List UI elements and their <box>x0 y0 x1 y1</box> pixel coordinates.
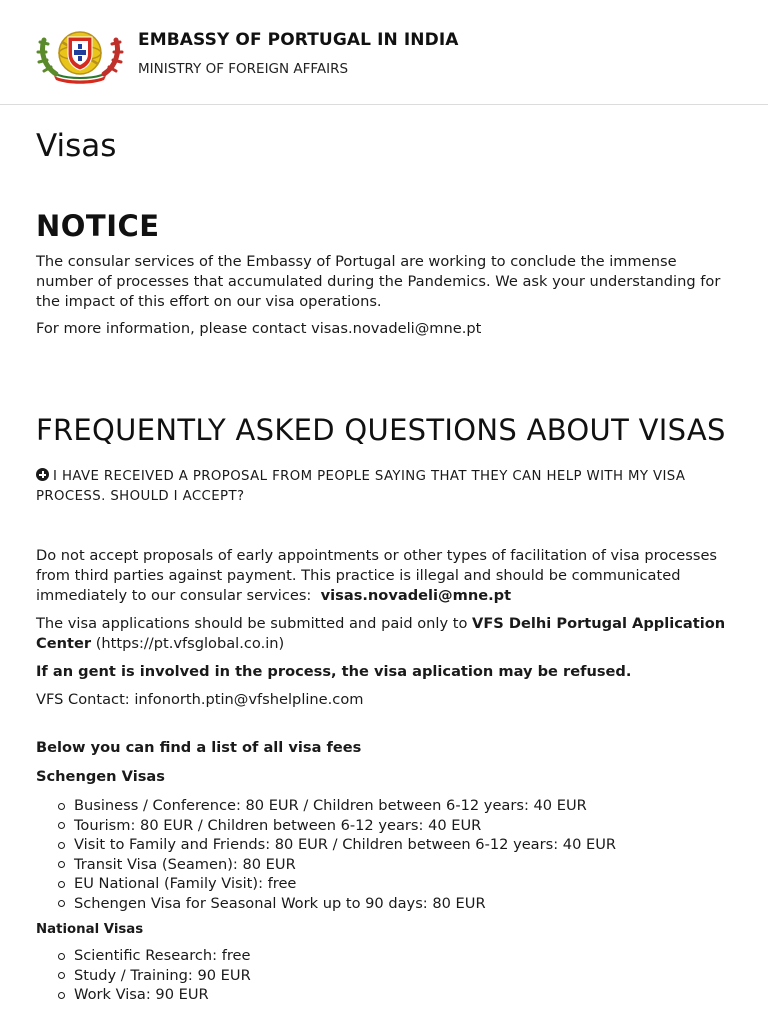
vfs-paragraph <box>36 614 736 654</box>
agent-warning-text: If an gent is involved in the process, the visa aplication may be refused. <box>36 663 632 680</box>
faq-title: FREQUENTLY ASKED QUESTIONS ABOUT VISAS <box>36 413 726 447</box>
list-item: EU National (Family Visit): free <box>74 874 734 894</box>
vfs-contact: VFS Contact: infonorth.ptin@vfshelpline.com <box>36 691 364 708</box>
faq-answer-text: Do not accept proposals of early appointments or other types of facilitation of visa processes from third parties against payment. This practice is illegal and should be communicated immediately to our consular services: <box>36 547 718 604</box>
national-fee-list <box>74 946 734 1005</box>
list-item: Schengen Visa for Seasonal Work up to 90 days: 80 EUR <box>74 894 734 914</box>
notice-contact: For more information, please contact visas.novadeli@mne.pt <box>36 320 482 337</box>
list-item: Tourism: 80 EUR / Children between 6-12 years: 40 EUR <box>74 816 734 836</box>
site-header <box>0 0 768 105</box>
portugal-coat-of-arms-icon[interactable] <box>34 22 126 84</box>
embassy-name[interactable]: EMBASSY OF PORTUGAL IN INDIA <box>138 30 459 50</box>
faq-question-text[interactable]: I HAVE RECEIVED A PROPOSAL FROM PEOPLE SAYING THAT THEY CAN HELP WITH MY VISA PROCESS. SHOULD I ACCEPT? <box>36 469 686 504</box>
notice-body: The consular services of the Embassy of Portugal are working to conclude the immense number of processes that accumulated during the Pandemics. We ask your understanding for the impact of this effort on our visa operations. <box>36 253 721 310</box>
agent-warning <box>36 662 736 682</box>
list-item: Visit to Family and Friends: 80 EUR / Children between 6-12 years: 40 EUR <box>74 835 734 855</box>
ministry-name: MINISTRY OF FOREIGN AFFAIRS <box>138 61 349 77</box>
notice-title: NOTICE <box>36 209 160 243</box>
list-item: Scientific Research: free <box>74 946 734 966</box>
fees-intro: Below you can find a list of all visa fees <box>36 739 362 756</box>
page-title: Visas <box>36 128 117 164</box>
schengen-visas-heading: Schengen Visas <box>36 768 165 785</box>
list-item: Transit Visa (Seamen): 80 EUR <box>74 855 734 875</box>
list-item: Business / Conference: 80 EUR / Children between 6-12 years: 40 EUR <box>74 796 734 816</box>
vfs-center-name: VFS Delhi Portugal Application Center <box>36 615 726 652</box>
list-item: Study / Training: 90 EUR <box>74 966 734 986</box>
list-item: Work Visa: 90 EUR <box>74 985 734 1005</box>
consular-email: visas.novadeli@mne.pt <box>320 587 512 604</box>
vfs-text: The visa applications should be submitted and paid only to <box>36 615 468 632</box>
faq-question-toggle[interactable] <box>36 467 736 507</box>
schengen-fee-list <box>74 796 734 913</box>
vfs-url[interactable]: (https://pt.vfsglobal.co.in) <box>95 635 285 652</box>
faq-answer-paragraph <box>36 546 736 606</box>
national-visas-heading: National Visas <box>36 922 144 937</box>
plus-circle-icon[interactable] <box>36 468 49 481</box>
